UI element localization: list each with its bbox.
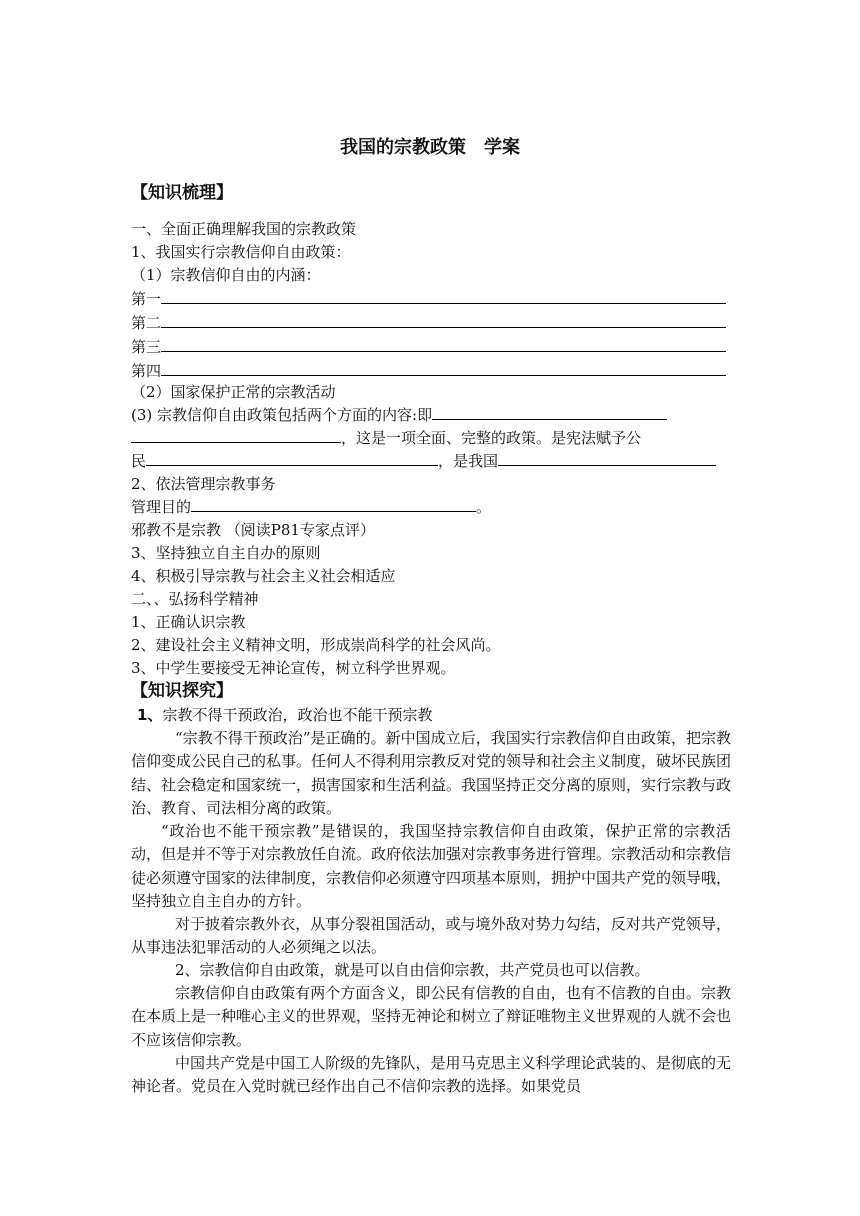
fill-blank-line[interactable]: [161, 337, 726, 352]
paragraph: 2、宗教信仰自由政策，就是可以自由信仰宗教，共产党员也可以信教。: [175, 961, 650, 979]
outline-line: 2、依法管理宗教事务: [131, 475, 276, 493]
outline-line: 1、正确认识宗教: [131, 613, 246, 631]
question-line: [137, 704, 432, 726]
question-text: 宗教不得干预政治，政治也不能干预宗教: [162, 706, 433, 724]
outline-text: ，这是一项全面、完整的政策。是宪法赋予公: [341, 429, 642, 447]
outline-text: 。: [476, 498, 492, 516]
paragraph: “宗教不得干预政治”是正确的。新中国成立后，我国实行宗教信仰自由政策，把宗教信仰变成公民自己的私事。任何人不得利用宗教反对党的领导和社会主义制度，破坏民族团结、社会稳定和国家统一，损害国家和生活利益。我国坚持正交分离的原则，实行宗教与政治、教育、司法相分离的政策。: [131, 729, 732, 817]
section-heading-knowledge-inquiry: 【知识探究】: [131, 681, 233, 701]
fill-blank-label: 第二: [131, 314, 162, 332]
fill-blank-label: 第一: [131, 290, 162, 308]
outline-text: 管理目的: [131, 498, 192, 516]
paragraph: 中国共产党是中国工人阶级的先锋队，是用马克思主义科学理论武装的、是彻底的无神论者。党员在入党时就已经作出自己不信仰宗教的选择。如果党员: [131, 1054, 731, 1096]
fill-blank-row: [131, 312, 726, 334]
fill-blank-row: [131, 288, 726, 310]
fill-blank-line[interactable]: [131, 428, 341, 443]
question-number: 1、: [137, 706, 163, 724]
outline-line: （1）宗教信仰自由的内涵：: [131, 266, 321, 284]
paragraph: “政治也不能干预宗教”是错误的，我国坚持宗教信仰自由政策，保护正常的宗教活动，但是并不等于对宗教放任自流。政府依法加强对宗教事务进行管理。宗教活动和宗教信徒必须遵守国家的法律制度，宗教信仰必须遵守四项基本原则，拥护中国共产党的领导哦，坚持独立自主自办的方针。: [131, 822, 732, 910]
outline-text: 民: [131, 452, 147, 470]
outline-line: 一、全面正确理解我国的宗教政策: [131, 220, 357, 238]
fill-blank-line[interactable]: [191, 497, 476, 512]
fill-blank-row: [131, 404, 667, 426]
outline-line: 1、我国实行宗教信仰自由政策：: [131, 243, 351, 261]
fill-blank-line[interactable]: [498, 451, 716, 466]
outline-text: ，是我国: [438, 452, 499, 470]
fill-blank-row: [131, 450, 716, 472]
fill-blank-line[interactable]: [161, 361, 726, 376]
page-title: 我国的宗教政策 学案: [340, 137, 520, 158]
fill-blank-row: [131, 360, 726, 382]
paragraph: 宗教信仰自由政策有两个方面含义，即公民有信教的自由，也有不信教的自由。宗教在本质上是一种唯心主义的世界观，坚持无神论和树立了辩证唯物主义世界观的人就不会也不应该信仰宗教。: [131, 984, 732, 1049]
outline-text: (3) 宗教信仰自由政策包括两个方面的内容:即: [131, 406, 433, 424]
fill-blank-row: [131, 496, 491, 518]
fill-blank-row: [131, 427, 641, 449]
fill-blank-line[interactable]: [161, 313, 726, 328]
outline-line: 3、坚持独立自主自办的原则: [131, 544, 321, 562]
outline-line: 邪教不是宗教 （阅读P81专家点评）: [131, 521, 375, 539]
fill-blank-line[interactable]: [146, 451, 438, 466]
fill-blank-row: [131, 336, 726, 358]
fill-blank-label: 第三: [131, 338, 162, 356]
fill-blank-line[interactable]: [161, 289, 726, 304]
section-heading-knowledge-review: 【知识梳理】: [131, 183, 233, 203]
fill-blank-line[interactable]: [432, 405, 667, 420]
outline-line: （2）国家保护正常的宗教活动: [131, 383, 336, 401]
paragraph: 对于披着宗教外衣，从事分裂祖国活动，或与境外敌对势力勾结，反对共产党领导，从事违法犯罪活动的人必须绳之以法。: [131, 915, 731, 957]
outline-line: 二、、弘扬科学精神: [131, 590, 259, 608]
outline-line: 3、中学生要接受无神论宣传，树立科学世界观。: [131, 659, 456, 677]
fill-blank-label: 第四: [131, 362, 162, 380]
outline-line: 2、建设社会主义精神文明，形成崇尚科学的社会风尚。: [131, 636, 501, 654]
outline-line: 4、积极引导宗教与社会主义社会相适应: [131, 567, 396, 585]
